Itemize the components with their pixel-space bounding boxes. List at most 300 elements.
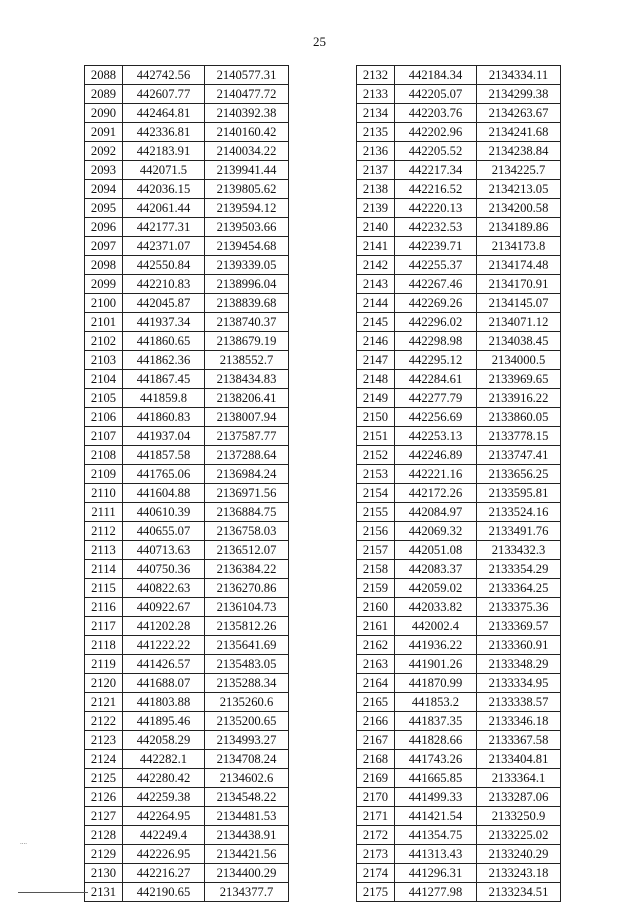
x-coordinate-cell: 441426.57 xyxy=(123,655,205,674)
x-coordinate-cell: 441828.66 xyxy=(395,731,477,750)
y-coordinate-cell: 2136104.73 xyxy=(205,598,289,617)
x-coordinate-cell: 441860.83 xyxy=(123,408,205,427)
point-number-cell: 2136 xyxy=(357,142,395,161)
point-number-cell: 2098 xyxy=(85,256,123,275)
y-coordinate-cell: 2133346.18 xyxy=(477,712,561,731)
x-coordinate-cell: 442177.31 xyxy=(123,218,205,237)
table-row xyxy=(357,541,561,560)
table-row xyxy=(85,218,289,237)
y-coordinate-cell: 2133524.16 xyxy=(477,503,561,522)
y-coordinate-cell: 2134377.7 xyxy=(205,883,289,902)
y-coordinate-cell: 2133491.76 xyxy=(477,522,561,541)
table-row xyxy=(85,85,289,104)
table-row xyxy=(357,864,561,883)
y-coordinate-cell: 2139594.12 xyxy=(205,199,289,218)
x-coordinate-cell: 440822.63 xyxy=(123,579,205,598)
table-row xyxy=(85,560,289,579)
y-coordinate-cell: 2139503.66 xyxy=(205,218,289,237)
point-number-cell: 2174 xyxy=(357,864,395,883)
point-number-cell: 2135 xyxy=(357,123,395,142)
y-coordinate-cell: 2136384.22 xyxy=(205,560,289,579)
x-coordinate-cell: 442226.95 xyxy=(123,845,205,864)
y-coordinate-cell: 2134421.56 xyxy=(205,845,289,864)
table-row xyxy=(357,712,561,731)
x-coordinate-cell: 442059.02 xyxy=(395,579,477,598)
point-number-cell: 2154 xyxy=(357,484,395,503)
point-number-cell: 2112 xyxy=(85,522,123,541)
table-row xyxy=(357,218,561,237)
table-row xyxy=(85,332,289,351)
y-coordinate-cell: 2133240.29 xyxy=(477,845,561,864)
point-number-cell: 2150 xyxy=(357,408,395,427)
point-number-cell: 2108 xyxy=(85,446,123,465)
table-row xyxy=(357,85,561,104)
x-coordinate-cell: 442183.91 xyxy=(123,142,205,161)
x-coordinate-cell: 441895.46 xyxy=(123,712,205,731)
table-row xyxy=(357,332,561,351)
table-row xyxy=(85,389,289,408)
table-row xyxy=(357,370,561,389)
table-row xyxy=(357,750,561,769)
table-row xyxy=(357,389,561,408)
footer-mark: .... xyxy=(20,838,27,846)
table-row xyxy=(85,199,289,218)
y-coordinate-cell: 2133338.57 xyxy=(477,693,561,712)
table-row xyxy=(357,161,561,180)
x-coordinate-cell: 442058.29 xyxy=(123,731,205,750)
y-coordinate-cell: 2135288.34 xyxy=(205,674,289,693)
y-coordinate-cell: 2140160.42 xyxy=(205,123,289,142)
x-coordinate-cell: 442084.97 xyxy=(395,503,477,522)
point-number-cell: 2096 xyxy=(85,218,123,237)
table-row xyxy=(357,142,561,161)
y-coordinate-cell: 2134225.7 xyxy=(477,161,561,180)
y-coordinate-cell: 2133860.05 xyxy=(477,408,561,427)
table-row xyxy=(357,503,561,522)
x-coordinate-cell: 442061.44 xyxy=(123,199,205,218)
y-coordinate-cell: 2134481.53 xyxy=(205,807,289,826)
y-coordinate-cell: 2133348.29 xyxy=(477,655,561,674)
x-coordinate-cell: 442071.5 xyxy=(123,161,205,180)
x-coordinate-cell: 441860.65 xyxy=(123,332,205,351)
point-number-cell: 2126 xyxy=(85,788,123,807)
table-row xyxy=(85,750,289,769)
table-row xyxy=(357,655,561,674)
point-number-cell: 2105 xyxy=(85,389,123,408)
point-number-cell: 2165 xyxy=(357,693,395,712)
point-number-cell: 2114 xyxy=(85,560,123,579)
x-coordinate-cell: 442069.32 xyxy=(395,522,477,541)
x-coordinate-cell: 442210.83 xyxy=(123,275,205,294)
point-number-cell: 2142 xyxy=(357,256,395,275)
point-number-cell: 2157 xyxy=(357,541,395,560)
point-number-cell: 2175 xyxy=(357,883,395,902)
x-coordinate-cell: 442232.53 xyxy=(395,218,477,237)
x-coordinate-cell: 442246.89 xyxy=(395,446,477,465)
y-coordinate-cell: 2134708.24 xyxy=(205,750,289,769)
y-coordinate-cell: 2134238.84 xyxy=(477,142,561,161)
point-number-cell: 2127 xyxy=(85,807,123,826)
y-coordinate-cell: 2133656.25 xyxy=(477,465,561,484)
point-number-cell: 2161 xyxy=(357,617,395,636)
table-row xyxy=(85,522,289,541)
x-coordinate-cell: 441688.07 xyxy=(123,674,205,693)
x-coordinate-cell: 442336.81 xyxy=(123,123,205,142)
point-number-cell: 2131 xyxy=(85,883,123,902)
point-number-cell: 2134 xyxy=(357,104,395,123)
y-coordinate-cell: 2134263.67 xyxy=(477,104,561,123)
y-coordinate-cell: 2133364.25 xyxy=(477,579,561,598)
point-number-cell: 2129 xyxy=(85,845,123,864)
x-coordinate-cell: 441421.54 xyxy=(395,807,477,826)
x-coordinate-cell: 441222.22 xyxy=(123,636,205,655)
point-number-cell: 2153 xyxy=(357,465,395,484)
point-number-cell: 2092 xyxy=(85,142,123,161)
point-number-cell: 2139 xyxy=(357,199,395,218)
point-number-cell: 2159 xyxy=(357,579,395,598)
point-number-cell: 2124 xyxy=(85,750,123,769)
point-number-cell: 2141 xyxy=(357,237,395,256)
x-coordinate-cell: 442203.76 xyxy=(395,104,477,123)
x-coordinate-cell: 442282.1 xyxy=(123,750,205,769)
point-number-cell: 2168 xyxy=(357,750,395,769)
y-coordinate-cell: 2133364.1 xyxy=(477,769,561,788)
table-row xyxy=(85,541,289,560)
point-number-cell: 2167 xyxy=(357,731,395,750)
point-number-cell: 2158 xyxy=(357,560,395,579)
table-row xyxy=(85,256,289,275)
point-number-cell: 2155 xyxy=(357,503,395,522)
x-coordinate-cell: 441202.28 xyxy=(123,617,205,636)
x-coordinate-cell: 442550.84 xyxy=(123,256,205,275)
x-coordinate-cell: 442220.13 xyxy=(395,199,477,218)
y-coordinate-cell: 2140477.72 xyxy=(205,85,289,104)
x-coordinate-cell: 442216.27 xyxy=(123,864,205,883)
y-coordinate-cell: 2133243.18 xyxy=(477,864,561,883)
table-row xyxy=(85,617,289,636)
y-coordinate-cell: 2134602.6 xyxy=(205,769,289,788)
point-number-cell: 2162 xyxy=(357,636,395,655)
point-number-cell: 2144 xyxy=(357,294,395,313)
table-row xyxy=(357,275,561,294)
table-row xyxy=(85,636,289,655)
point-number-cell: 2109 xyxy=(85,465,123,484)
x-coordinate-cell: 442002.4 xyxy=(395,617,477,636)
y-coordinate-cell: 2138679.19 xyxy=(205,332,289,351)
y-coordinate-cell: 2138996.04 xyxy=(205,275,289,294)
table-row xyxy=(85,275,289,294)
y-coordinate-cell: 2134548.22 xyxy=(205,788,289,807)
point-number-cell: 2103 xyxy=(85,351,123,370)
point-number-cell: 2130 xyxy=(85,864,123,883)
y-coordinate-cell: 2135200.65 xyxy=(205,712,289,731)
table-row xyxy=(357,123,561,142)
y-coordinate-cell: 2134200.58 xyxy=(477,199,561,218)
point-number-cell: 2160 xyxy=(357,598,395,617)
table-row xyxy=(85,427,289,446)
x-coordinate-cell: 441862.36 xyxy=(123,351,205,370)
table-row xyxy=(85,294,289,313)
table-row xyxy=(85,142,289,161)
x-coordinate-cell: 442269.26 xyxy=(395,294,477,313)
y-coordinate-cell: 2133250.9 xyxy=(477,807,561,826)
x-coordinate-cell: 441901.26 xyxy=(395,655,477,674)
table-row xyxy=(85,731,289,750)
coordinates-table-right xyxy=(356,65,561,902)
table-row xyxy=(357,845,561,864)
table-row xyxy=(357,313,561,332)
point-number-cell: 2097 xyxy=(85,237,123,256)
table-row xyxy=(85,503,289,522)
point-number-cell: 2137 xyxy=(357,161,395,180)
x-coordinate-cell: 441354.75 xyxy=(395,826,477,845)
y-coordinate-cell: 2134174.48 xyxy=(477,256,561,275)
y-coordinate-cell: 2136971.56 xyxy=(205,484,289,503)
table-row xyxy=(85,351,289,370)
table-row xyxy=(357,769,561,788)
x-coordinate-cell: 441277.98 xyxy=(395,883,477,902)
x-coordinate-cell: 442216.52 xyxy=(395,180,477,199)
y-coordinate-cell: 2133747.41 xyxy=(477,446,561,465)
y-coordinate-cell: 2139454.68 xyxy=(205,237,289,256)
x-coordinate-cell: 442205.07 xyxy=(395,85,477,104)
table-row xyxy=(85,864,289,883)
point-number-cell: 2146 xyxy=(357,332,395,351)
table-row xyxy=(85,408,289,427)
y-coordinate-cell: 2134438.91 xyxy=(205,826,289,845)
x-coordinate-cell: 441499.33 xyxy=(395,788,477,807)
y-coordinate-cell: 2134299.38 xyxy=(477,85,561,104)
point-number-cell: 2122 xyxy=(85,712,123,731)
table-row xyxy=(85,826,289,845)
y-coordinate-cell: 2133334.95 xyxy=(477,674,561,693)
y-coordinate-cell: 2133916.22 xyxy=(477,389,561,408)
table-row xyxy=(357,66,561,85)
point-number-cell: 2125 xyxy=(85,769,123,788)
point-number-cell: 2128 xyxy=(85,826,123,845)
x-coordinate-cell: 441743.26 xyxy=(395,750,477,769)
y-coordinate-cell: 2137587.77 xyxy=(205,427,289,446)
y-coordinate-cell: 2134038.45 xyxy=(477,332,561,351)
x-coordinate-cell: 441803.88 xyxy=(123,693,205,712)
y-coordinate-cell: 2135812.26 xyxy=(205,617,289,636)
y-coordinate-cell: 2140577.31 xyxy=(205,66,289,85)
table-row xyxy=(357,446,561,465)
x-coordinate-cell: 441937.04 xyxy=(123,427,205,446)
point-number-cell: 2145 xyxy=(357,313,395,332)
point-number-cell: 2147 xyxy=(357,351,395,370)
table-row xyxy=(85,446,289,465)
table-row xyxy=(85,465,289,484)
x-coordinate-cell: 441765.06 xyxy=(123,465,205,484)
table-row xyxy=(357,237,561,256)
point-number-cell: 2120 xyxy=(85,674,123,693)
point-number-cell: 2115 xyxy=(85,579,123,598)
y-coordinate-cell: 2136758.03 xyxy=(205,522,289,541)
table-row xyxy=(85,788,289,807)
y-coordinate-cell: 2138434.83 xyxy=(205,370,289,389)
point-number-cell: 2151 xyxy=(357,427,395,446)
y-coordinate-cell: 2133225.02 xyxy=(477,826,561,845)
table-row xyxy=(357,408,561,427)
x-coordinate-cell: 441313.43 xyxy=(395,845,477,864)
y-coordinate-cell: 2134241.68 xyxy=(477,123,561,142)
coordinates-table-left xyxy=(84,65,289,902)
x-coordinate-cell: 441837.35 xyxy=(395,712,477,731)
x-coordinate-cell: 441870.99 xyxy=(395,674,477,693)
table-row xyxy=(357,351,561,370)
x-coordinate-cell: 442221.16 xyxy=(395,465,477,484)
point-number-cell: 2093 xyxy=(85,161,123,180)
y-coordinate-cell: 2133595.81 xyxy=(477,484,561,503)
point-number-cell: 2118 xyxy=(85,636,123,655)
point-number-cell: 2095 xyxy=(85,199,123,218)
x-coordinate-cell: 440922.67 xyxy=(123,598,205,617)
table-row xyxy=(357,199,561,218)
y-coordinate-cell: 2136984.24 xyxy=(205,465,289,484)
y-coordinate-cell: 2135641.69 xyxy=(205,636,289,655)
table-row xyxy=(85,693,289,712)
y-coordinate-cell: 2134145.07 xyxy=(477,294,561,313)
x-coordinate-cell: 442190.65 xyxy=(123,883,205,902)
x-coordinate-cell: 441936.22 xyxy=(395,636,477,655)
point-number-cell: 2121 xyxy=(85,693,123,712)
table-row xyxy=(357,826,561,845)
y-coordinate-cell: 2133354.29 xyxy=(477,560,561,579)
table-row xyxy=(85,674,289,693)
y-coordinate-cell: 2134189.86 xyxy=(477,218,561,237)
point-number-cell: 2100 xyxy=(85,294,123,313)
point-number-cell: 2166 xyxy=(357,712,395,731)
x-coordinate-cell: 442045.87 xyxy=(123,294,205,313)
y-coordinate-cell: 2136512.07 xyxy=(205,541,289,560)
x-coordinate-cell: 440610.39 xyxy=(123,503,205,522)
y-coordinate-cell: 2139941.44 xyxy=(205,161,289,180)
point-number-cell: 2113 xyxy=(85,541,123,560)
x-coordinate-cell: 442277.79 xyxy=(395,389,477,408)
point-number-cell: 2164 xyxy=(357,674,395,693)
point-number-cell: 2140 xyxy=(357,218,395,237)
point-number-cell: 2143 xyxy=(357,275,395,294)
y-coordinate-cell: 2133404.81 xyxy=(477,750,561,769)
y-coordinate-cell: 2133287.06 xyxy=(477,788,561,807)
point-number-cell: 2123 xyxy=(85,731,123,750)
table-row xyxy=(357,598,561,617)
point-number-cell: 2088 xyxy=(85,66,123,85)
table-row xyxy=(357,294,561,313)
x-coordinate-cell: 441665.85 xyxy=(395,769,477,788)
x-coordinate-cell: 442298.98 xyxy=(395,332,477,351)
x-coordinate-cell: 442249.4 xyxy=(123,826,205,845)
y-coordinate-cell: 2140034.22 xyxy=(205,142,289,161)
table-row xyxy=(357,104,561,123)
y-coordinate-cell: 2138007.94 xyxy=(205,408,289,427)
table-row xyxy=(85,712,289,731)
table-row xyxy=(357,579,561,598)
x-coordinate-cell: 441296.31 xyxy=(395,864,477,883)
point-number-cell: 2091 xyxy=(85,123,123,142)
y-coordinate-cell: 2133969.65 xyxy=(477,370,561,389)
table-row xyxy=(357,427,561,446)
x-coordinate-cell: 442036.15 xyxy=(123,180,205,199)
table-row xyxy=(85,807,289,826)
point-number-cell: 2099 xyxy=(85,275,123,294)
x-coordinate-cell: 442033.82 xyxy=(395,598,477,617)
x-coordinate-cell: 442184.34 xyxy=(395,66,477,85)
table-row xyxy=(357,465,561,484)
table-row xyxy=(357,560,561,579)
x-coordinate-cell: 441857.58 xyxy=(123,446,205,465)
table-row xyxy=(85,370,289,389)
table-row xyxy=(85,769,289,788)
table-row xyxy=(85,598,289,617)
y-coordinate-cell: 2136270.86 xyxy=(205,579,289,598)
y-coordinate-cell: 2134993.27 xyxy=(205,731,289,750)
y-coordinate-cell: 2139339.05 xyxy=(205,256,289,275)
table-row xyxy=(357,731,561,750)
y-coordinate-cell: 2134170.91 xyxy=(477,275,561,294)
x-coordinate-cell: 442607.77 xyxy=(123,85,205,104)
x-coordinate-cell: 442259.38 xyxy=(123,788,205,807)
x-coordinate-cell: 442083.37 xyxy=(395,560,477,579)
x-coordinate-cell: 442264.95 xyxy=(123,807,205,826)
point-number-cell: 2138 xyxy=(357,180,395,199)
y-coordinate-cell: 2135260.6 xyxy=(205,693,289,712)
point-number-cell: 2090 xyxy=(85,104,123,123)
y-coordinate-cell: 2137288.64 xyxy=(205,446,289,465)
x-coordinate-cell: 441859.8 xyxy=(123,389,205,408)
table-row xyxy=(357,883,561,902)
point-number-cell: 2170 xyxy=(357,788,395,807)
x-coordinate-cell: 441937.34 xyxy=(123,313,205,332)
point-number-cell: 2172 xyxy=(357,826,395,845)
point-number-cell: 2102 xyxy=(85,332,123,351)
y-coordinate-cell: 2138206.41 xyxy=(205,389,289,408)
y-coordinate-cell: 2135483.05 xyxy=(205,655,289,674)
y-coordinate-cell: 2133432.3 xyxy=(477,541,561,560)
x-coordinate-cell: 442267.46 xyxy=(395,275,477,294)
y-coordinate-cell: 2138740.37 xyxy=(205,313,289,332)
x-coordinate-cell: 442217.34 xyxy=(395,161,477,180)
point-number-cell: 2163 xyxy=(357,655,395,674)
x-coordinate-cell: 442464.81 xyxy=(123,104,205,123)
y-coordinate-cell: 2138839.68 xyxy=(205,294,289,313)
point-number-cell: 2156 xyxy=(357,522,395,541)
y-coordinate-cell: 2133234.51 xyxy=(477,883,561,902)
table-row xyxy=(357,807,561,826)
table-row xyxy=(85,579,289,598)
table-row xyxy=(85,883,289,902)
point-number-cell: 2171 xyxy=(357,807,395,826)
point-number-cell: 2110 xyxy=(85,484,123,503)
x-coordinate-cell: 442202.96 xyxy=(395,123,477,142)
x-coordinate-cell: 442371.07 xyxy=(123,237,205,256)
x-coordinate-cell: 442256.69 xyxy=(395,408,477,427)
x-coordinate-cell: 441867.45 xyxy=(123,370,205,389)
y-coordinate-cell: 2133375.36 xyxy=(477,598,561,617)
point-number-cell: 2119 xyxy=(85,655,123,674)
y-coordinate-cell: 2133360.91 xyxy=(477,636,561,655)
y-coordinate-cell: 2134173.8 xyxy=(477,237,561,256)
x-coordinate-cell: 442255.37 xyxy=(395,256,477,275)
y-coordinate-cell: 2134334.11 xyxy=(477,66,561,85)
point-number-cell: 2169 xyxy=(357,769,395,788)
y-coordinate-cell: 2134000.5 xyxy=(477,351,561,370)
x-coordinate-cell: 440750.36 xyxy=(123,560,205,579)
point-number-cell: 2107 xyxy=(85,427,123,446)
table-row xyxy=(357,788,561,807)
y-coordinate-cell: 2138552.7 xyxy=(205,351,289,370)
